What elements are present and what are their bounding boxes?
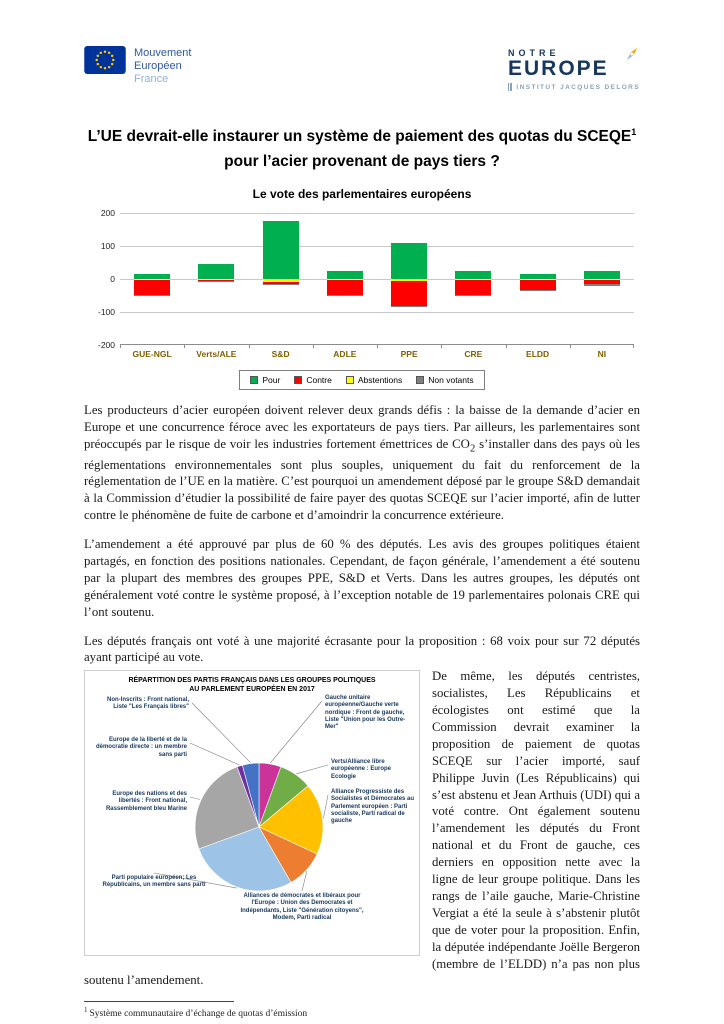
pie-title-line-2: AU PARLEMENT EUROPÉEN EN 2017 bbox=[189, 686, 315, 694]
institut-label: INSTITUT JACQUES DELORS bbox=[516, 83, 640, 91]
bar-group-gue-ngl bbox=[120, 213, 184, 345]
legend-item-abstentions bbox=[346, 375, 402, 385]
barcode-icon bbox=[508, 83, 512, 91]
bar-segment-non-votants bbox=[327, 295, 363, 296]
footnote bbox=[84, 1001, 640, 1019]
pie-leader-line bbox=[296, 765, 328, 774]
bar-segment-non-votants bbox=[263, 284, 299, 285]
legend-label: Pour bbox=[262, 375, 281, 386]
pie-slice-label: Parti populaire européen; Les Républicains, un membre sans parti bbox=[102, 875, 206, 889]
y-tick-label: -200 bbox=[97, 340, 115, 351]
pie-title-line-1: RÉPARTITION DES PARTIS FRANÇAIS DANS LES GROUPES POLITIQUES bbox=[128, 677, 376, 685]
pie-leader-line bbox=[192, 703, 251, 763]
paragraph-3-wrap bbox=[84, 668, 640, 989]
legend-swatch bbox=[294, 376, 302, 384]
notre-europe-logo bbox=[508, 46, 640, 91]
pie-leader-line bbox=[323, 795, 328, 819]
paragraph-3-intro: Les députés français ont voté à une majorité écrasante pour la proposition : 68 voix pour sur 72 députés ayant participé au vote. bbox=[84, 633, 640, 665]
bar-chart bbox=[84, 208, 640, 351]
logo-line-2: Européen bbox=[134, 60, 182, 73]
bar-group-verts-ale bbox=[184, 213, 248, 345]
pie-slice-label: Alliance Progressiste des Socialistes et Démocrates au Parlement européen : Parti socialiste, Parti radical de gauche bbox=[331, 789, 415, 824]
x-axis-label: ADLE bbox=[313, 345, 377, 359]
logo-line-3: France bbox=[134, 73, 169, 86]
footnote-text: Système communautaire d’échange de quotas d’émission bbox=[89, 1009, 308, 1020]
bar-segment-pour bbox=[391, 243, 427, 279]
x-axis-label: CRE bbox=[441, 345, 505, 359]
bar-segment-non-votants bbox=[134, 295, 170, 296]
bar-segment-contre bbox=[520, 280, 556, 290]
paragraph-2: L’amendement a été approuvé par plus de 60 % des députés. Les avis des groupes politiques étaient partagés, en fonction des positions nationales. Cependant, de façon générale, l’amendement a été soutenu par la plupart des membres des groupes PPE, S&D et Verts. Dans les autres groupes, les députés ont généralement voté contre le système proposé, à l’exception notable de 19 parlementaires polonais CRE qui l’ont soutenu. bbox=[84, 537, 640, 619]
legend-wrap bbox=[84, 370, 640, 390]
europe-label: EUROPE bbox=[508, 57, 609, 80]
bar-segment-contre bbox=[327, 280, 363, 295]
pie-slice-label: Verts/Alliance libre européenne : Europe Ecologie bbox=[331, 759, 392, 780]
footnote-marker: 1 bbox=[84, 1006, 88, 1015]
paragraph-1-text: Les producteurs d’acier européen doivent relever deux grands défis : la baisse de la demande d’acier en Europe et une concurrence féroce avec les exportateurs de pays tiers. Par ailleurs, les parlementaires sont préoccupés par le risque de voir les industries fortement émettrices de CO bbox=[84, 403, 640, 451]
legend-label: Non votants bbox=[428, 375, 474, 386]
bar-group-s-d bbox=[249, 213, 313, 345]
y-tick-label: 200 bbox=[100, 208, 115, 219]
mouvement-europeen-logo bbox=[84, 46, 191, 87]
chart-legend bbox=[239, 370, 484, 390]
x-axis-label: S&D bbox=[249, 345, 313, 359]
x-axis-label: ELDD bbox=[506, 345, 570, 359]
legend-swatch bbox=[346, 376, 354, 384]
bar-segment-contre bbox=[134, 280, 170, 295]
page-title bbox=[84, 120, 640, 174]
bar-segment-pour bbox=[263, 221, 299, 279]
y-tick-label: 0 bbox=[110, 274, 115, 285]
y-tick-label: -100 bbox=[97, 307, 115, 318]
institut-row bbox=[508, 83, 640, 91]
mouvement-europeen-text bbox=[134, 47, 191, 87]
bar-segment-pour bbox=[198, 264, 234, 279]
logo-line-1: Mouvement bbox=[134, 47, 192, 59]
bar-segment-pour bbox=[455, 271, 491, 279]
legend-swatch bbox=[250, 376, 258, 384]
y-tick-label: 100 bbox=[100, 241, 115, 252]
eu-flag-icon bbox=[84, 46, 126, 74]
bar-segment-contre bbox=[455, 280, 491, 295]
bar-segment-non-votants bbox=[584, 284, 620, 286]
title-footnote-ref: 1 bbox=[631, 127, 637, 137]
pie-slice-label: Non-Inscrits : Front national, Liste "Les Français libres" bbox=[107, 697, 189, 711]
legend-label: Contre bbox=[306, 375, 332, 386]
bar-chart-plot bbox=[120, 213, 634, 345]
bar-segment-non-votants bbox=[455, 295, 491, 296]
pie-leader-line bbox=[190, 797, 200, 800]
legend-item-non-votants bbox=[416, 375, 473, 385]
co2-subscript: 2 bbox=[469, 443, 476, 455]
legend-swatch bbox=[416, 376, 424, 384]
pie-chart-title bbox=[85, 676, 419, 694]
x-axis-label: NI bbox=[570, 345, 634, 359]
pie-slice-label: Alliances de démocrates et libéraux pour l'Europe : Union des Democrates et Indépendants, Liste "Génération citoyens", Modem, Parti radical bbox=[240, 893, 364, 921]
legend-item-pour bbox=[250, 375, 280, 385]
bar-segment-pour bbox=[584, 271, 620, 279]
bar-chart-y-axis bbox=[90, 208, 120, 351]
pie-slice-label: Gauche unitaire européenne/Gauche verte nordique : Front de gauche, Liste "Union pour les Outre-Mer" bbox=[325, 695, 406, 730]
bar-group-ppe bbox=[377, 213, 441, 345]
x-axis-label: GUE-NGL bbox=[120, 345, 184, 359]
pie-leader-line bbox=[270, 701, 322, 763]
pie-leader-line bbox=[190, 743, 240, 765]
bar-group-adle bbox=[313, 213, 377, 345]
paragraph-3-rest: De même, les députés centristes, socialistes, Les Républicains et écologistes ont estimé que la Commission devrait examiner la proposition de paiement de quotas SCEQE sur l’acier importé, sauf Philippe Juvin (Les Républicains) qui s’est abstenu et Jean Arthuis (UDI) qui a voté contre. Ont également soutenu l’amendement les députés du Front national et du Front de gauche, ces derniers en opposition nette avec la ligne de leur groupe politique. Dans les rangs de l’aile gauche, Marie-Christine Vergiat a été la seule à s’abstenir plutôt que de voter pour la proposition. Enfin, la députée indépendante Joëlle Bergeron (membre de l’ELDD) n’a pas non plus soutenu l’amendement. bbox=[84, 669, 640, 988]
paragraph-1-text-cont: s’installer dans des pays où les réglementations environnementales sont plus souples, uniquement du fait du renforcement de la réglementation de l’UE en la matière. C’est pourquoi un amendement déposé par le groupe S&D demandait à la Commission d’étudier la possibilité de faire payer des quotas SCEQE sur l’acier importé, afin de lutter contre le phénomène de fuite de carbone et d’amoindrir la concurrence extérieure. bbox=[84, 436, 640, 523]
bar-group-ni bbox=[570, 213, 634, 345]
title-line-1: L’UE devrait-elle instaurer un système de paiement des quotas du SCEQE bbox=[87, 128, 632, 146]
pie-chart-figure bbox=[84, 670, 420, 956]
notre-label: NOTRE bbox=[508, 48, 560, 58]
title-line-2: pour l’acier provenant de pays tiers ? bbox=[224, 153, 500, 171]
pie-slice-label: Europe de la liberté et de la démocratie directe : un membre sans parti bbox=[95, 737, 187, 758]
pie-slice-label: Europe des nations et des libertés : Front national, Rassemblement bleu Marine bbox=[105, 791, 187, 812]
bar-chart-title: Le vote des parlementaires européens bbox=[252, 187, 472, 202]
x-axis-label: Verts/ALE bbox=[184, 345, 248, 359]
page-header bbox=[84, 46, 640, 104]
bar-segment-non-votants bbox=[391, 306, 427, 307]
legend-label: Abstentions bbox=[357, 375, 403, 386]
paragraph-1 bbox=[84, 402, 640, 524]
bar-group-cre bbox=[441, 213, 505, 345]
bar-segment-non-votants bbox=[520, 290, 556, 291]
legend-item-contre bbox=[294, 375, 332, 385]
bar-chart-x-axis bbox=[120, 345, 634, 359]
bar-segment-contre bbox=[391, 281, 427, 306]
bar-group-eldd bbox=[506, 213, 570, 345]
bar-segment-pour bbox=[327, 271, 363, 279]
x-axis-label: PPE bbox=[377, 345, 441, 359]
